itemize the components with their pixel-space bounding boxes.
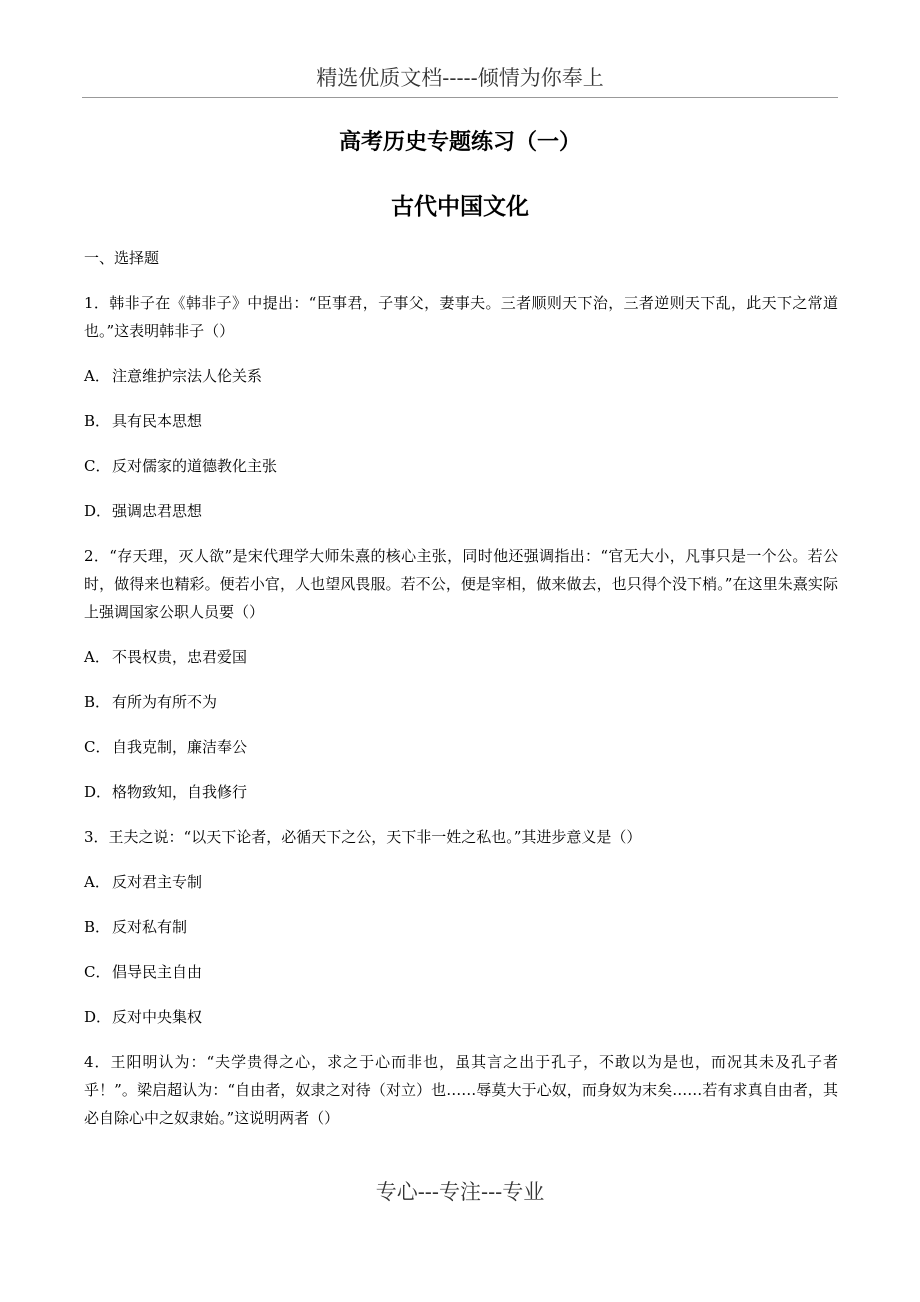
q3-option-c xyxy=(84,958,838,986)
option-letter: C． xyxy=(84,963,111,981)
q2-option-c xyxy=(84,733,838,761)
doc-content xyxy=(84,244,838,1149)
q3-option-d xyxy=(84,1003,838,1031)
option-letter: D． xyxy=(84,502,112,520)
question-1: 1．韩非子在《韩非子》中提出：“臣事君，子事父，妻事夫。三者顺则天下治，三者逆则天下乱，此天下之常道也。”这表明韩非子（） xyxy=(84,294,838,340)
option-letter: B． xyxy=(84,412,111,430)
q1-option-b xyxy=(84,407,838,435)
question-4: 4．王阳明认为：“夫学贵得之心，求之于心而非也，虽其言之出于孔子，不敢以为是也，而况其未及孔子者乎！”。梁启超认为：“自由者，奴隶之对待（对立）也……辱莫大于心奴，而身奴为末矣……若有求真自由者，其必自除心中之奴隶始。”这说明两者（） xyxy=(84,1053,838,1127)
q1-option-c xyxy=(84,452,838,480)
q2-option-a xyxy=(84,643,838,671)
option-letter: C． xyxy=(84,457,111,475)
q1-option-d xyxy=(84,497,838,525)
page-footer: 专心---专注---专业 xyxy=(375,1180,545,1204)
option-text: 具有民本思想 xyxy=(112,412,203,430)
option-letter: D． xyxy=(84,1008,112,1026)
section-heading: 一、选择题 xyxy=(84,249,160,267)
q1-option-a xyxy=(84,362,838,390)
option-text: 反对儒家的道德教化主张 xyxy=(112,457,278,475)
option-letter: A． xyxy=(84,367,110,385)
q2-option-d xyxy=(84,778,838,806)
option-text: 反对私有制 xyxy=(112,918,188,936)
option-text: 不畏权贵，忠君爱国 xyxy=(112,648,248,666)
header-rule xyxy=(82,97,838,98)
option-letter: A． xyxy=(84,648,110,666)
q3-option-a xyxy=(84,868,838,896)
option-letter: A． xyxy=(84,873,110,891)
option-text: 有所为有所不为 xyxy=(112,693,218,711)
option-letter: C． xyxy=(84,738,111,756)
page-header: 精选优质文档-----倾情为你奉上 xyxy=(316,66,604,90)
option-text: 反对君主专制 xyxy=(112,873,203,891)
option-text: 反对中央集权 xyxy=(112,1008,203,1026)
option-letter: B． xyxy=(84,693,111,711)
option-text: 自我克制，廉洁奉公 xyxy=(112,738,248,756)
q2-option-b xyxy=(84,688,838,716)
option-text: 倡导民主自由 xyxy=(112,963,203,981)
option-text: 格物致知，自我修行 xyxy=(112,783,248,801)
q3-option-b xyxy=(84,913,838,941)
doc-subtitle: 古代中国文化 xyxy=(391,193,529,220)
option-text: 注意维护宗法人伦关系 xyxy=(112,367,263,385)
doc-title: 高考历史专题练习（一） xyxy=(338,129,581,155)
option-text: 强调忠君思想 xyxy=(112,502,203,520)
question-2: 2．“存天理，灭人欲”是宋代理学大师朱熹的核心主张，同时他还强调指出：“官无大小，凡事只是一个公。若公时，做得来也精彩。便若小官，人也望风畏服。若不公，便是宰相，做来做去，也只得个没下梢。”在这里朱熹实际上强调国家公职人员要（） xyxy=(84,547,838,621)
option-letter: D． xyxy=(84,783,112,801)
option-letter: B． xyxy=(84,918,111,936)
question-3: 3．王夫之说：“以天下论者，必循天下之公，天下非一姓之私也。”其进步意义是（） xyxy=(84,828,642,846)
